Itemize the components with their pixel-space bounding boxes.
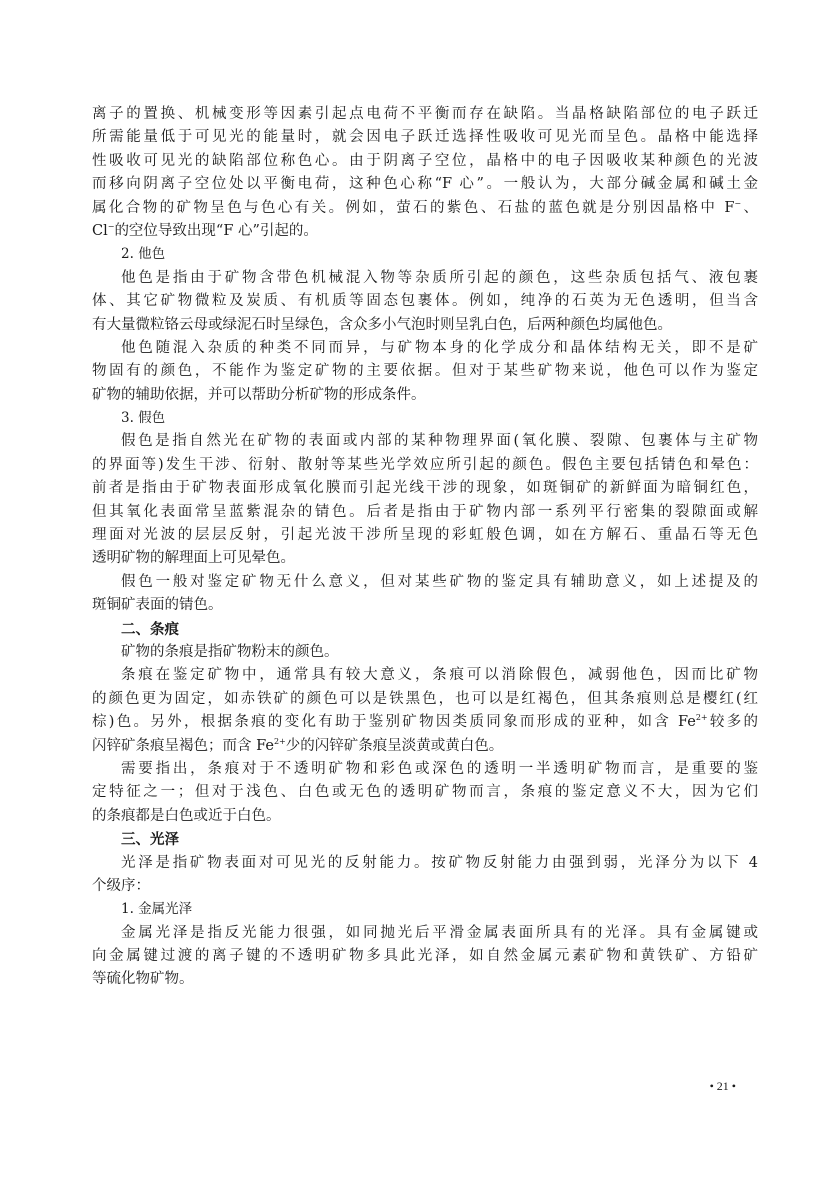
text-run: 棕)色。另外，根据条痕的变化有助于鉴别矿物因类质同象而形成的亚种，如含 Fe xyxy=(92,714,696,731)
superscript: − xyxy=(107,221,115,231)
text-line: 透明矿物的解理面上可见晕色。 xyxy=(92,550,295,567)
text-run: 属化合物的矿物呈色与色心有关。例如，萤石的紫色、石盐的蓝色就是分别因晶格中 F xyxy=(92,199,735,216)
text-line xyxy=(92,197,758,220)
text-line: 的条痕都是白色或近于白色。 xyxy=(92,807,281,824)
section-heading: 三、光泽 xyxy=(121,831,179,849)
superscript: 2+ xyxy=(695,713,708,723)
text-line: 离子的置换、机械变形等因素引起点电荷不平衡而存在缺陷。当晶格缺陷部位的电子跃迁 xyxy=(92,106,758,122)
superscript: 2+ xyxy=(273,736,286,746)
text-line xyxy=(92,220,758,243)
text-line: 但其氧化表面常呈蓝紫混杂的锖色。后者是指由于矿物内部一系列平行密集的裂隙面或解 xyxy=(92,503,758,520)
text-line: 而移向阴离子空位处以平衡电荷，这种色心称“F 心”。一般认为，大部分碱金属和碱土金 xyxy=(92,176,758,193)
text-line: 他色是指由于矿物含带色机械混入物等杂质所引起的颜色，这些杂质包括气、液包裹 xyxy=(121,269,758,286)
text-run: 的空位导致出现“F 心”引起的。 xyxy=(114,222,318,239)
text-line: 理面对光波的层层反射，引起光波干涉所呈现的彩虹般色调，如在方解石、重晶石等无色 xyxy=(92,527,758,544)
text-line: 的界面等)发生干涉、衍射、散射等某些光学效应所引起的颜色。假色主要包括锖色和晕色： xyxy=(92,456,758,473)
text-line: 他色随混入杂质的种类不同而异，与矿物本身的化学成分和晶体结构无关，即不是矿 xyxy=(121,339,758,356)
text-run: 较多的 xyxy=(707,714,758,731)
text-line: 向金属键过渡的离子键的不透明矿物多具此光泽，如自然金属元素矿物和黄铁矿、方铅矿 xyxy=(92,948,758,965)
text-line: 前者是指由于矿物表面形成氧化膜而引起光线干涉的现象，如斑铜矿的新鲜面为暗铜红色， xyxy=(92,480,758,497)
text-line: 有大量微粒铬云母或绿泥石时呈绿色，含众多小气泡时则呈乳白色，后两种颜色均属他色。 xyxy=(92,316,672,333)
text-line: 假色是指自然光在矿物的表面或内部的某种物理界面(氧化膜、裂隙、包裹体与主矿物 xyxy=(121,433,758,450)
text-line: 物固有的颜色，不能作为鉴定矿物的主要依据。但对于某些矿物来说，他色可以作为鉴定 xyxy=(92,363,758,380)
text-line: 矿物的条痕是指矿物粉末的颜色。 xyxy=(121,643,339,660)
text-line: 体、其它矿物微粒及炭质、有机质等固态包裹体。例如，纯净的石英为无色透明，但当含 xyxy=(92,293,758,310)
subsection-heading: 2. 他色 xyxy=(121,246,166,263)
text-line: 矿物的辅助依据，并可以帮助分析矿物的形成条件。 xyxy=(92,386,426,403)
text-line: 条痕在鉴定矿物中，通常具有较大意义，条痕可以消除假色，减弱他色，因而比矿物 xyxy=(121,667,758,684)
text-line: 需要指出，条痕对于不透明矿物和彩色或深色的透明一半透明矿物而言，是重要的鉴 xyxy=(121,760,758,777)
text-line: 定特征之一；但对于浅色、白色或无色的透明矿物而言，条痕的鉴定意义不大，因为它们 xyxy=(92,784,758,801)
text-run: Cl xyxy=(92,222,108,239)
section-heading: 二、条痕 xyxy=(121,620,179,638)
text-line: 假色一般对鉴定矿物无什么意义，但对某些矿物的鉴定具有辅助意义，如上述提及的 xyxy=(121,573,758,590)
text-line: 光泽是指矿物表面对可见光的反射能力。按矿物反射能力由强到弱，光泽分为以下 4 xyxy=(121,854,758,871)
subsection-heading: 3. 假色 xyxy=(121,410,166,427)
text-line xyxy=(92,735,758,758)
text-line: 等硫化物矿物。 xyxy=(92,971,194,988)
text-line: 性吸收可见光的缺陷部位称色心。由于阴离子空位，晶格中的电子因吸收某种颜色的光波 xyxy=(92,152,758,169)
page-body xyxy=(92,103,758,992)
page-number: • 21 • xyxy=(709,1079,736,1093)
text-line: 个级序： xyxy=(92,877,150,894)
subsection-heading: 1. 金属光泽 xyxy=(121,901,193,918)
text-run: 、 xyxy=(741,199,758,216)
text-line: 所需能量低于可见光的能量时，就会因电子跃迁选择性吸收可见光而呈色。晶格中能选择 xyxy=(92,129,758,146)
text-line: 的颜色更为固定，如赤铁矿的颜色可以是铁黑色，也可以是红褐色，但其条痕则总是樱红(红 xyxy=(92,690,758,707)
text-line xyxy=(92,711,758,734)
text-run: 少的闪锌矿条痕呈淡黄或黄白色。 xyxy=(285,737,504,754)
text-run: 闪锌矿条痕呈褐色；而含 Fe xyxy=(92,737,274,754)
superscript: − xyxy=(734,198,742,208)
text-line: 斑铜矿表面的锖色。 xyxy=(92,597,223,614)
text-line: 金属光泽是指反光能力很强，如同抛光后平滑金属表面所具有的光泽。具有金属键或 xyxy=(121,924,758,941)
